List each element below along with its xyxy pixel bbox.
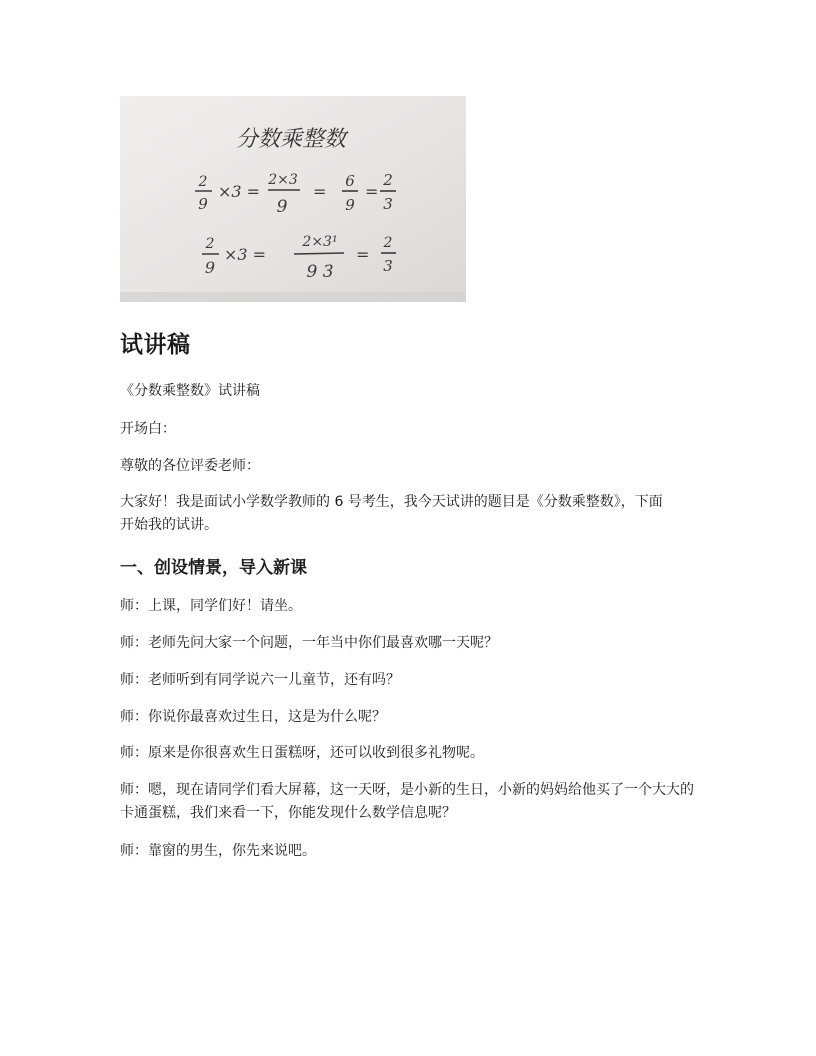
eq2-r-den: 3 — [383, 257, 393, 275]
dialog-line: 师：老师听到有同学说六一儿童节，还有吗？ — [120, 672, 400, 688]
eq2-mid-den: 9 3 — [306, 262, 334, 282]
dialog-line: 师：原来是你很喜欢生日蛋糕呀，还可以收到很多礼物呢。 — [120, 745, 484, 761]
dialog-line: 师：上课，同学们好！请坐。 — [120, 598, 302, 614]
eq2-left-num: 2 — [205, 236, 215, 252]
document-subtitle: 《分数乘整数》试讲稿 — [120, 383, 260, 399]
dialog-line: 师：你说你最喜欢过生日，这是为什么呢？ — [120, 709, 386, 725]
handwritten-math-photo — [120, 96, 466, 302]
opening-label: 开场白： — [120, 421, 176, 437]
eq2-r-num: 2 — [383, 235, 393, 251]
eq2-mid-num: 2×3¹ — [302, 234, 338, 250]
dialog-line: 师：嗯，现在请同学们看大屏幕，这一天呀，是小新的生日，小新的妈妈给他买了一个大大的卡通蛋糕，我们来看一下，你能发现什么数学信息呢？ — [120, 782, 694, 821]
eq2-equals: = — [356, 245, 370, 264]
handwritten-math-drawing — [120, 96, 466, 302]
eq1-left-num: 2 — [198, 174, 208, 190]
dialog-line: 师：靠窗的男生，你先来说吧。 — [120, 843, 316, 859]
eq1-r2-num: 2 — [383, 171, 393, 189]
photo-title: 分数乘整数 — [236, 127, 347, 152]
intro-paragraph: 大家好！我是面试小学数学教师的 6 号考生，我今天试讲的题目是《分数乘整数》，下面开始我的试讲。 — [120, 494, 663, 533]
eq1-r1-den: 9 — [345, 196, 355, 214]
section-heading: 一、创设情景，导入新课 — [120, 558, 307, 578]
eq2-times: ×3 = — [224, 245, 267, 264]
eq2-left-den: 9 — [204, 258, 216, 277]
eq1-left-den: 9 — [198, 195, 208, 213]
eq1-equals-1: = — [313, 182, 327, 201]
eq1-r1-num: 6 — [345, 172, 355, 190]
dialog-line: 师：老师先问大家一个问题，一年当中你们最喜欢哪一天呢？ — [120, 635, 498, 651]
eq1-equals-2: = — [365, 182, 379, 201]
eq1-mid-den: 9 — [276, 197, 288, 217]
eq1-mid-num: 2×3 — [268, 172, 298, 188]
document-title: 试讲稿 — [120, 332, 191, 358]
eq1-r2-den: 3 — [383, 195, 393, 213]
greeting-line: 尊敬的各位评委老师： — [120, 458, 260, 474]
eq1-times: ×3 = — [218, 182, 261, 201]
